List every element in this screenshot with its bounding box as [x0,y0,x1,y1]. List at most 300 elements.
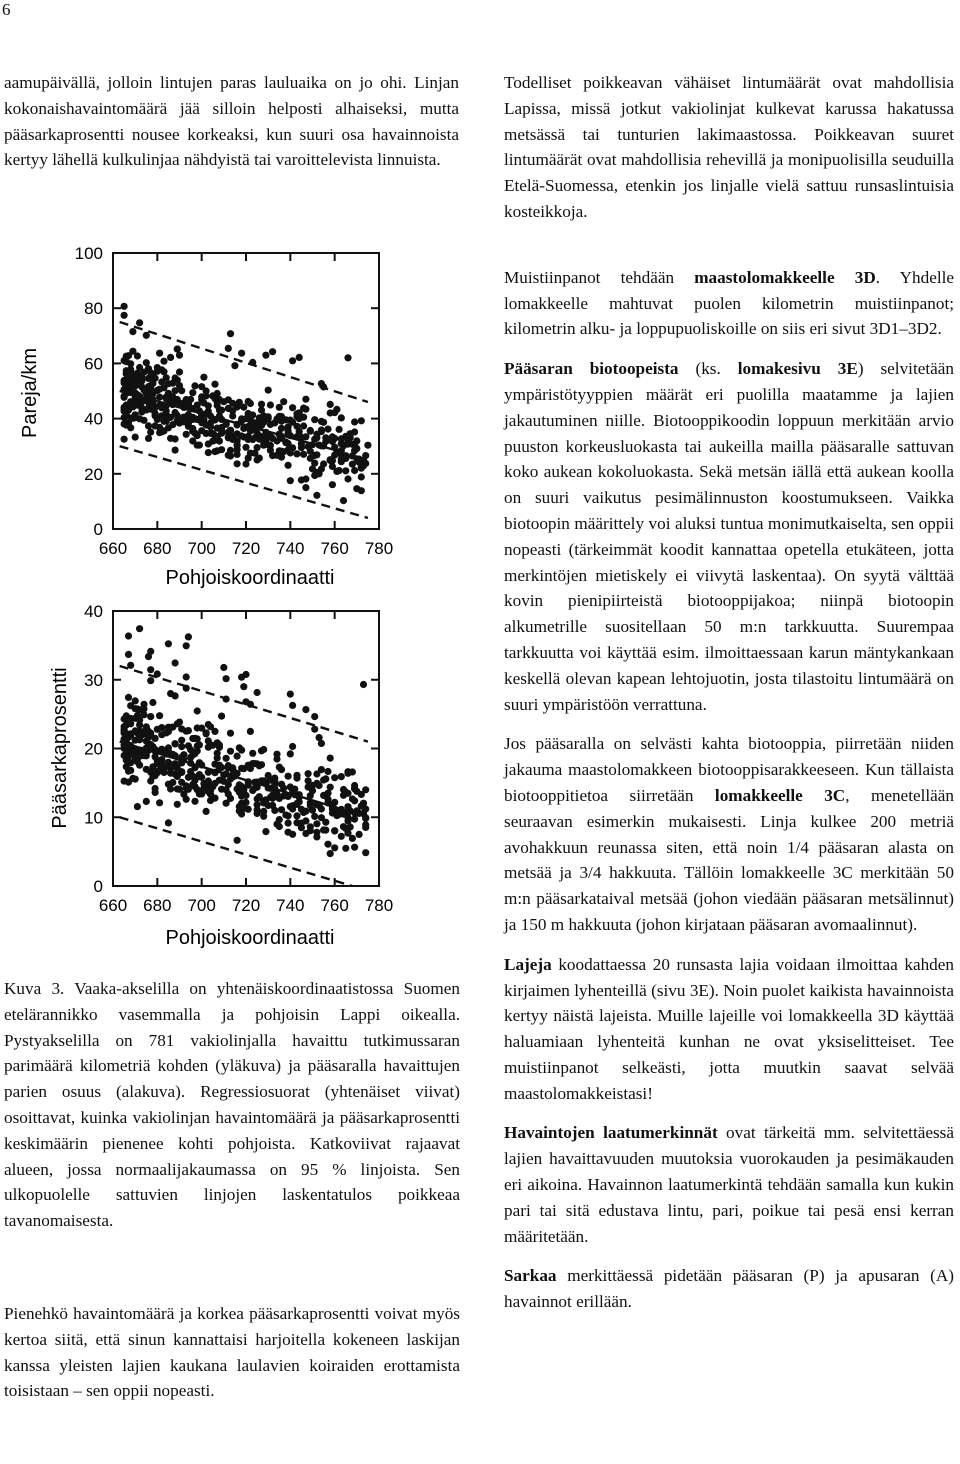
data-point [360,681,367,688]
data-point [300,422,307,429]
data-point [285,462,292,469]
data-point [211,381,218,388]
data-point [358,417,365,424]
data-point [158,746,165,753]
data-point [331,774,338,781]
right-paragraph-1: Todelliset poikkeavan vähäiset lintumäärät ovat mahdollisia Lapissa, missä jotkut vakiolinjat kulkevat karussa hakatussa metsässä tai tunturien lakimaastossa. Poikkeavan suuret lintumäärät ovat mahdollisia rehevillä ja monipuolisilla seuduilla Etelä-Suomessa, etenkin jos linjalle vielä sattuu runsaslintuisia kosteikkoja. [504,73,954,221]
data-point [194,735,201,742]
x-tick-label: 680 [143,539,172,558]
data-point [260,746,267,753]
data-point [205,402,212,409]
data-point [318,805,325,812]
data-point [227,427,234,434]
x-tick-label: 660 [98,539,128,558]
data-point [242,444,249,451]
data-point [167,354,174,361]
data-point [191,382,198,389]
data-point [156,350,163,357]
data-point [267,401,274,408]
data-point [287,477,294,484]
data-point [307,427,314,434]
data-point [121,414,128,421]
p5-bold: Lajeja [504,954,552,974]
data-point [245,762,252,769]
data-point [189,389,196,396]
data-point [302,475,309,482]
data-point [311,713,318,720]
data-point [207,430,214,437]
y-tick-label: 10 [84,808,103,828]
data-point [280,398,287,405]
data-point [220,778,227,785]
data-point [134,705,141,712]
data-point [327,755,334,762]
y-tick-label: 0 [93,877,103,896]
right-paragraph-2 [504,265,954,342]
data-point [145,422,152,429]
data-point [183,796,190,803]
data-point [289,743,296,750]
data-point [231,362,238,369]
figure-3-svg [0,228,460,968]
data-point [249,411,256,418]
data-point [227,452,234,459]
data-point [307,827,314,834]
right-column [504,70,954,1315]
data-point [338,458,345,465]
data-point [234,785,241,792]
data-point [287,783,294,790]
y-tick-label: 20 [84,739,103,759]
confidence-band-lower [120,817,353,886]
data-point [269,348,276,355]
data-point [205,440,212,447]
data-point [132,434,139,441]
data-point [351,418,358,425]
p3-text-d: ) selvitetään ympäristötyyppien määrät eri puolilla maatamme ja lajien jakautuminen niille. Biotooppikoodin loppuun merkitään arvio puuston korkeusluokasta tai aukeilla mailla pääsaralle sattuvan koko aukean kokoluokasta. Sekä metsän iällä että aukean koolla on suuri vaikutus pesimälinnuston koostumukseen. Vaikka biotoopin määrittely voi aluksi tuntua monimutkaiselta, sen oppii nopeasti (tärkeimmät koodit kannattaa opetella etukäteen, jotta merkintöjen mietiskely ei viivytä laskentaa). On syytä välttää kovin pienipiirteistä biotooppijakoa; niinpä biotoopin alkumetrille suositellaan 50 m:n tarkkuutta. Suurempaa tarkkuutta voi käyttää esim. ilmoittaessaan karun mäntykankaan keskellä olevan kapean lehtojuotin, josta tilastoitu lintumäärä on suuri ympäristöön verrattuna. [504,359,954,714]
data-point [271,807,278,814]
data-point [351,816,358,823]
data-point [123,370,130,377]
data-point [218,446,225,453]
data-point [165,414,172,421]
chart-bottom-xlabel: Pohjoiskoordinaatti [165,927,335,949]
data-point [329,481,336,488]
data-point [313,451,320,458]
data-point [318,740,325,747]
y-tick-label: 60 [84,354,103,374]
data-point [287,417,294,424]
data-point [143,332,150,339]
data-point [205,721,212,728]
data-point [125,734,132,741]
data-point [125,632,132,639]
data-point [145,435,152,442]
data-point [333,468,340,475]
data-point [185,727,192,734]
data-point [198,725,205,732]
x-tick-label: 780 [364,539,394,558]
data-point [338,773,345,780]
data-point [336,811,343,818]
data-point [136,625,143,632]
data-point [185,742,192,749]
data-point [156,799,163,806]
data-point [362,849,369,856]
data-point [340,823,347,830]
data-point [165,395,172,402]
data-point [196,790,203,797]
data-point [240,805,247,812]
data-point [152,785,159,792]
data-point [313,833,320,840]
y-tick-label: 80 [84,299,103,319]
data-point [154,757,161,764]
data-point [254,806,261,813]
data-point [236,744,243,751]
data-point [194,432,201,439]
data-point [143,766,150,773]
data-point [211,728,218,735]
data-point [174,801,181,808]
data-point [238,793,245,800]
left-bottom-paragraph: Pienehkö havaintomäärä ja korkea pääsarkaprosentti voivat myös kertoa siitä, että sinun kannattaisi harjoitella kokeneen laskijan kanssa yleisten lajien kaukana laulavien koiraiden erottamista toisistaan – sen oppii nopeasti. [4,1304,460,1401]
data-point [320,826,327,833]
p7-text: merkittäessä pidetään pääsaran (P) ja apusaran (A) havainnot erillään. [504,1266,954,1312]
data-point [342,845,349,852]
data-point [176,719,183,726]
data-point [165,781,172,788]
data-point [271,419,278,426]
left-intro-paragraph: aamupäivällä, jolloin lintujen paras lauluaika on jo ohi. Linjan kokonaishavaintomäärä jää silloin helposti alhaiseksi, mutta pääsarkaprosentti nousee korkeaksi, kun suuri osa havainnoista kertyy lähellä kulkulinjaa nähdyistä tai varoittelevista linnuista. [4,73,459,170]
data-point [174,412,181,419]
p4-text-c: , menetellään seuraavan esimerkin mukaisesti. Linja kulkee 200 metriä avohakkuun reunassa siten, että noin 1/4 pääsaran alasta on metsää ja 3/4 hakkuuta. Tällöin lomakkeelle 3C merkitään 50 m:n pääsarkataival metsää (johon viedään pääsaran metsälinnut) ja 150 m hakkuuta (johon kirjataan pääsaran avomaalinnut). [504,785,954,934]
data-point [327,784,334,791]
data-point [234,460,241,467]
data-point [225,764,232,771]
data-point [362,452,369,459]
data-point [349,461,356,468]
y-tick-label: 20 [84,464,103,484]
data-point [145,742,152,749]
data-point [234,837,241,844]
data-point [287,750,294,757]
y-tick-label: 40 [84,409,103,429]
data-point [165,640,172,647]
data-point [220,664,227,671]
data-point [338,833,345,840]
data-point [223,755,230,762]
data-point [172,447,179,454]
x-tick-label: 660 [98,896,128,915]
data-point [172,659,179,666]
data-point [254,456,261,463]
data-point [178,737,185,744]
x-tick-label: 700 [187,539,216,558]
data-point [158,428,165,435]
data-point [293,812,300,819]
data-point [163,407,170,414]
data-point [227,748,234,755]
figure-3 [0,228,460,968]
data-point [172,374,179,381]
data-point [194,747,201,754]
data-point [285,829,292,836]
data-point [313,470,320,477]
data-point [127,398,134,405]
data-point [178,743,185,750]
data-point [160,358,167,365]
data-point [302,706,309,713]
data-point [329,438,336,445]
right-paragraph-4 [504,731,954,937]
data-point [258,401,265,408]
data-point [225,434,232,441]
data-point [234,442,241,449]
data-point [265,387,272,394]
data-point [347,430,354,437]
data-point [189,416,196,423]
data-point [273,452,280,459]
data-point [254,760,261,767]
data-point [140,711,147,718]
data-point [136,762,143,769]
data-point [260,439,267,446]
data-point [127,767,134,774]
data-point [136,736,143,743]
data-point [324,426,331,433]
data-point [311,416,318,423]
data-point [147,429,154,436]
data-point [242,460,249,467]
data-point [121,436,128,443]
p5-text: koodattaessa 20 runsasta lajia voidaan ilmoittaa kahden kirjaimen lyhenteillä (sivu 3E). Noin puolet kaikista havainnoista kertyy näistä lajeista. Muille lajeille voi lomakkeella 3D käyttää haluamiaan lyhenteitä kunhan ne ovat yksiselitteiset. Tee muistiinpanot selkeästi, jotta muutkin saavat selvää maastolomakkeistasi! [504,954,954,1103]
chart-top-xlabel: Pohjoiskoordinaatti [165,567,335,589]
y-tick-label: 100 [74,244,103,263]
data-point [254,689,261,696]
data-point [289,357,296,364]
data-point [364,442,371,449]
data-point [123,757,130,764]
data-point [336,426,343,433]
data-point [172,740,179,747]
data-point [149,699,156,706]
data-point [178,768,185,775]
data-point [349,795,356,802]
data-point [176,382,183,389]
data-point [125,694,132,701]
data-point [203,808,210,815]
data-point [214,402,221,409]
data-point [154,364,161,371]
data-point [214,390,221,397]
data-point [136,721,143,728]
data-point [127,383,134,390]
data-point [223,675,230,682]
data-point [163,374,170,381]
data-point [311,813,318,820]
data-point [362,805,369,812]
data-point [136,753,143,760]
data-point [320,419,327,426]
x-tick-label: 760 [320,896,349,915]
data-point [123,358,130,365]
data-point [273,821,280,828]
data-point [327,850,334,857]
chart-top-ylabel: Pareja/km [19,347,41,439]
data-point [152,735,159,742]
data-point [271,775,278,782]
p3-bold-c: lomakesivu 3E [737,359,858,379]
data-point [229,412,236,419]
data-point [316,782,323,789]
data-point [203,392,210,399]
data-point [223,786,230,793]
data-point [249,750,256,757]
left-column [4,70,459,173]
data-point [143,723,150,730]
data-point [251,434,258,441]
data-point [218,713,225,720]
data-point [172,692,179,699]
data-point [293,775,300,782]
data-point [216,741,223,748]
data-point [198,383,205,390]
data-point [203,730,210,737]
x-tick-label: 680 [143,896,172,915]
data-point [331,827,338,834]
data-point [227,330,234,337]
y-tick-label: 30 [84,670,103,690]
data-point [289,702,296,709]
data-point [238,674,245,681]
data-point [340,497,347,504]
data-point [129,415,136,422]
data-point [324,796,331,803]
data-point [331,409,338,416]
data-point [132,715,139,722]
chart-bottom-ylabel: Pääsarkaprosentti [49,667,71,829]
data-point [302,484,309,491]
data-point [344,475,351,482]
data-point [125,651,132,658]
data-point [183,431,190,438]
x-tick-label: 760 [320,539,349,558]
data-point [234,451,241,458]
p2-text-a: Muistiinpanot tehdään [504,267,695,287]
data-point [344,790,351,797]
data-point [349,835,356,842]
data-point [278,413,285,420]
data-point [227,795,234,802]
data-point [172,764,179,771]
data-point [185,774,192,781]
data-point [254,444,261,451]
data-point [342,467,349,474]
data-point [313,431,320,438]
data-point [293,450,300,457]
data-point [356,831,363,838]
data-point [207,741,214,748]
p2-text-c: . Yhdelle lomakkeelle mahtuvat puolen kilometrin muistiinpanot; kilometrin alku- ja loppupuoliskoille on siis eri sivut 3D1–3D2. [504,267,954,339]
data-point [191,798,198,805]
data-point [324,768,331,775]
data-point [163,729,170,736]
data-point [307,783,314,790]
data-point [318,766,325,773]
left-bottom-block [4,1301,460,1404]
right-paragraph-6 [504,1120,954,1249]
data-point [145,730,152,737]
data-point [200,374,207,381]
data-point [307,455,314,462]
data-point [313,820,320,827]
data-point [351,844,358,851]
data-point [296,354,303,361]
data-point [351,441,358,448]
data-point [178,725,185,732]
data-point [269,792,276,799]
data-point [282,438,289,445]
data-point [183,642,190,649]
data-point [338,414,345,421]
data-point [293,423,300,430]
data-point [358,791,365,798]
data-point [147,677,154,684]
data-point [344,768,351,775]
data-point [185,633,192,640]
data-point [214,434,221,441]
right-paragraph-5 [504,952,954,1107]
data-point [127,702,134,709]
data-point [129,348,136,355]
right-paragraph-7 [504,1263,954,1315]
data-point [307,802,314,809]
data-point [136,319,143,326]
data-point [278,781,285,788]
data-point [147,713,154,720]
data-point [262,800,269,807]
data-point [240,786,247,793]
data-point [174,785,181,792]
data-point [143,798,150,805]
y-tick-label: 40 [84,602,103,621]
x-tick-label: 700 [187,896,216,915]
figure-caption [4,976,460,1234]
data-point [185,786,192,793]
x-tick-label: 780 [364,896,394,915]
data-point [194,707,201,714]
data-point [180,399,187,406]
data-point [287,691,294,698]
data-point [234,753,241,760]
data-point [227,730,234,737]
data-point [324,841,331,848]
data-point [191,777,198,784]
data-point [296,415,303,422]
data-point [121,303,128,310]
y-tick-label: 0 [93,520,103,539]
data-point [362,824,369,831]
data-point [205,449,212,456]
data-point [293,801,300,808]
data-point [302,808,309,815]
data-point [282,811,289,818]
data-point [145,653,152,660]
data-point [322,434,329,441]
data-point [211,448,218,455]
data-point [245,398,252,405]
